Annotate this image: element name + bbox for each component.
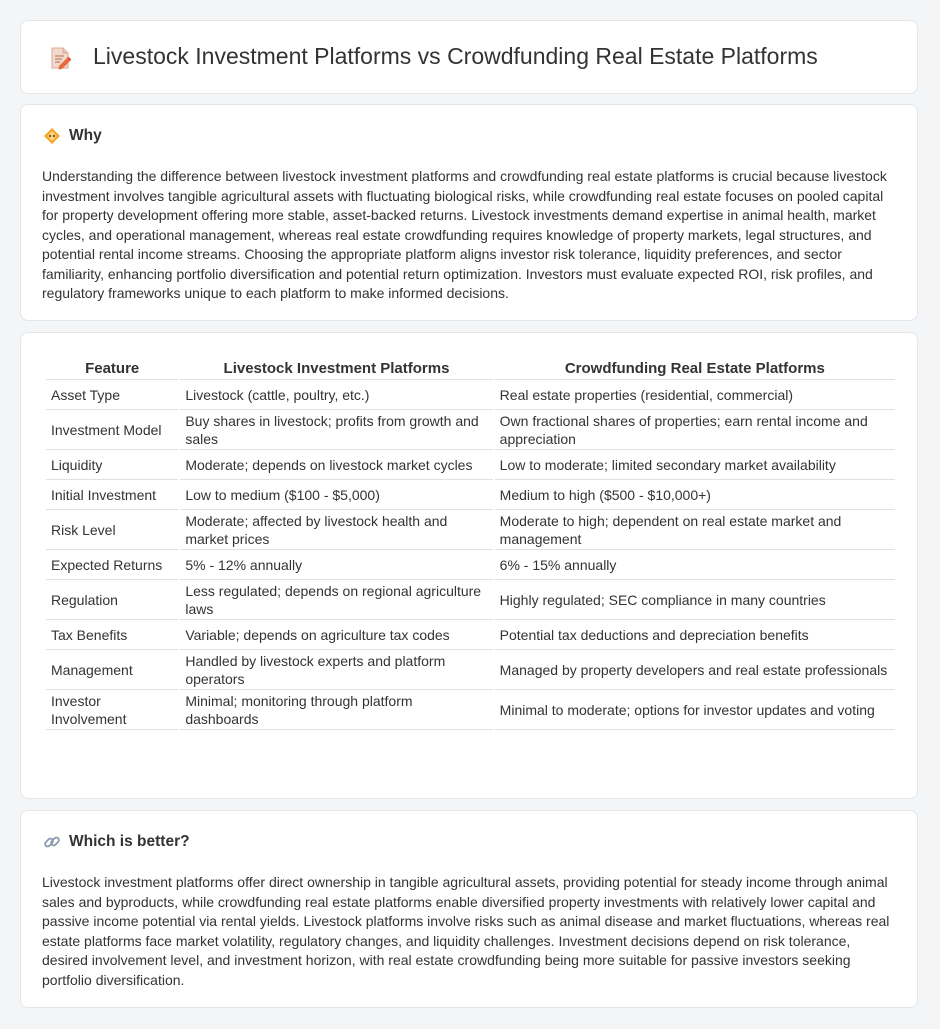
real-estate-cell: Medium to high ($500 - $10,000+): [495, 480, 895, 510]
feature-cell: Liquidity: [46, 450, 178, 480]
diamond-icon: [43, 127, 61, 145]
livestock-cell: Moderate; affected by livestock health and market prices: [180, 510, 492, 550]
comparison-section: [20, 332, 918, 799]
feature-cell: Expected Returns: [46, 550, 178, 580]
table-row: [46, 690, 895, 730]
livestock-cell: Variable; depends on agriculture tax codes: [180, 620, 492, 650]
page-title: Livestock Investment Platforms vs Crowdfunding Real Estate Platforms: [93, 43, 818, 69]
livestock-cell: Less regulated; depends on regional agriculture laws: [180, 580, 492, 620]
comparison-table: [44, 355, 897, 730]
better-paragraph: Livestock investment platforms offer direct ownership in tangible agricultural assets, providing potential for steady income through animal sales and byproducts, while crowdfunding real estate platforms enable diversified property investments with relatively lower capital and passive income potential via rental yields. Livestock platforms involve risks such as animal disease and market fluctuations, whereas real estate platforms face market volatility, regulatory changes, and liquidity challenges. Investment decisions depend on risk tolerance, desired involvement level, and investment horizon, with real estate crowdfunding being more suitable for passive investors seeking portfolio diversification.: [42, 874, 890, 988]
table-row: [46, 480, 895, 510]
real-estate-cell: Potential tax deductions and depreciation benefits: [495, 620, 895, 650]
real-estate-cell: Minimal to moderate; options for investor updates and voting: [495, 690, 895, 730]
header-feature: Feature: [46, 355, 178, 380]
which-better-section: [20, 810, 918, 1008]
table-row: [46, 380, 895, 410]
livestock-cell: Buy shares in livestock; profits from growth and sales: [180, 410, 492, 450]
livestock-cell: Handled by livestock experts and platform operators: [180, 650, 492, 690]
real-estate-cell: Own fractional shares of properties; earn rental income and appreciation: [495, 410, 895, 450]
feature-cell: Risk Level: [46, 510, 178, 550]
table-row: [46, 410, 895, 450]
table-row: [46, 510, 895, 550]
real-estate-cell: Low to moderate; limited secondary market availability: [495, 450, 895, 480]
link-icon: [43, 833, 61, 851]
table-row: [46, 550, 895, 580]
feature-cell: Tax Benefits: [46, 620, 178, 650]
table-header-row: [46, 355, 895, 380]
better-title: Which is better?: [69, 833, 190, 850]
feature-cell: Investor Involvement: [46, 690, 178, 730]
feature-cell: Asset Type: [46, 380, 178, 410]
why-title: Why: [69, 127, 102, 144]
why-section: [20, 104, 918, 321]
document-edit-icon: [47, 45, 73, 71]
feature-cell: Investment Model: [46, 410, 178, 450]
table-row: [46, 580, 895, 620]
header-livestock: Livestock Investment Platforms: [180, 355, 492, 380]
better-heading: [43, 833, 190, 851]
table-row: [46, 450, 895, 480]
livestock-cell: Moderate; depends on livestock market cycles: [180, 450, 492, 480]
livestock-cell: Livestock (cattle, poultry, etc.): [180, 380, 492, 410]
real-estate-cell: Highly regulated; SEC compliance in many countries: [495, 580, 895, 620]
feature-cell: Management: [46, 650, 178, 690]
why-paragraph: Understanding the difference between livestock investment platforms and crowdfunding real estate platforms is crucial because livestock investment involves tangible agricultural assets with fluctuating biological risks, while crowdfunding real estate focuses on pooled capital for property development offering more stable, asset-backed returns. Livestock investments demand expertise in animal health, market cycles, and operational management, whereas real estate crowdfunding requires knowledge of property markets, legal structures, and potential rental income streams. Choosing the appropriate platform aligns investor risk tolerance, liquidity preferences, and sector familiarity, enhancing portfolio diversification and potential return optimization. Investors must evaluate expected ROI, risk profiles, and regulatory frameworks unique to each platform to make informed decisions.: [42, 168, 887, 301]
table-row: [46, 650, 895, 690]
why-heading: [43, 127, 102, 145]
real-estate-cell: Moderate to high; dependent on real estate market and management: [495, 510, 895, 550]
feature-cell: Initial Investment: [46, 480, 178, 510]
real-estate-cell: Managed by property developers and real estate professionals: [495, 650, 895, 690]
feature-cell: Regulation: [46, 580, 178, 620]
title-card: [20, 20, 918, 94]
livestock-cell: Minimal; monitoring through platform dashboards: [180, 690, 492, 730]
livestock-cell: 5% - 12% annually: [180, 550, 492, 580]
real-estate-cell: Real estate properties (residential, commercial): [495, 380, 895, 410]
table-row: [46, 620, 895, 650]
livestock-cell: Low to medium ($100 - $5,000): [180, 480, 492, 510]
header-real-estate: Crowdfunding Real Estate Platforms: [495, 355, 895, 380]
real-estate-cell: 6% - 15% annually: [495, 550, 895, 580]
